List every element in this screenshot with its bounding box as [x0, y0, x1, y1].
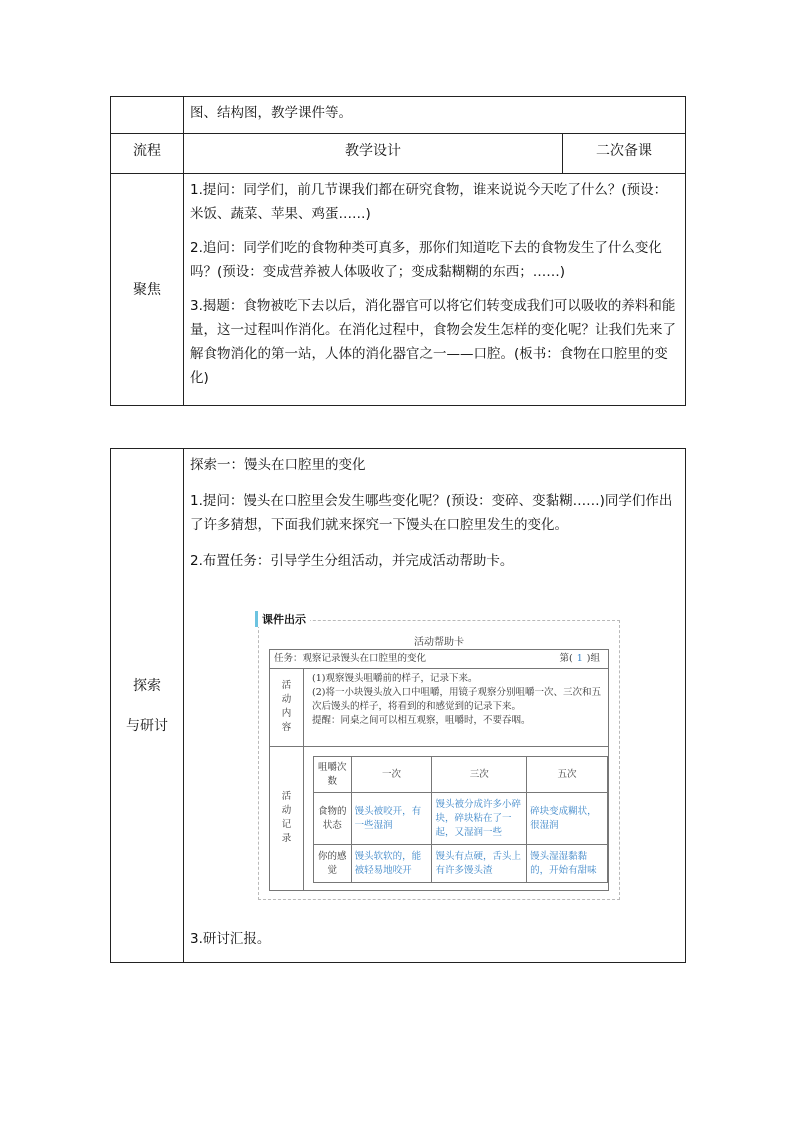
courseware-tag: 课件出示: [255, 611, 310, 627]
card-title: 活动帮助卡: [414, 637, 464, 648]
stage-label-line2: 与研讨: [126, 717, 168, 734]
rec-cell-feel-once: 馒头软软的，能被轻易地咬开: [351, 845, 432, 883]
resources-cell: [184, 97, 686, 134]
focus-para-1: 1.提问：同学们，前几节课我们都在研究食物，谁来说说今天吃了什么？(预设：米饭、蔬菜、苹果、鸡蛋……): [190, 182, 668, 222]
focus-para-2: 2.追问：同学们吃的食物种类可真多，那你们知道吃下去的食物发生了什么变化吗？(预设：变成营养被人体吸收了；变成黏糊糊的东西；……): [190, 240, 662, 280]
rec-row-state-label: 食物的状态: [314, 793, 352, 845]
rec-row-feel-label: 你的感觉: [314, 845, 352, 883]
group-number: [560, 650, 600, 668]
header-second-prep: 二次备课: [563, 134, 686, 174]
content-line-1: (1)观察馒头咀嚼前的样子，记录下来。: [312, 673, 478, 684]
content-label: 活动内容: [270, 668, 304, 746]
stage-label-focus: 聚焦: [111, 174, 184, 406]
rec-header-chews: 咀嚼次数: [314, 757, 352, 793]
content-line-3: 提醒：同桌之间可以相互观察，咀嚼时，不要吞咽。: [312, 715, 531, 726]
rec-cell-feel-five: 馒头湿湿黏黏的，开始有甜味: [527, 845, 608, 883]
rec-header-three: 三次: [432, 757, 527, 793]
rec-header-five: 五次: [527, 757, 608, 793]
rec-cell-state-once: 馒头被咬开，有一些湿润: [351, 793, 432, 845]
rec-cell-state-five: 碎块变成糊状，很湿润: [527, 793, 608, 845]
card-body: [269, 649, 609, 891]
rec-cell-state-three: 馒头被分成许多小碎块，碎块粘在了一起，又湿润一些: [432, 793, 527, 845]
group-num: 1: [576, 653, 583, 664]
content-line-2: (2)将一小块馒头放入口中咀嚼，用镜子观察分别咀嚼一次、三次和五次后馒头的样子，将看到的和感觉到的记录下来。: [312, 687, 601, 712]
record-table: [313, 756, 608, 883]
focus-para-3: 3.揭题：食物被吃下去以后，消化器官可以将它们转变成我们可以吸收的养料和能量，这一过程叫作消化。在消化过程中，食物会发生怎样的变化呢？让我们先来了解食物消化的第一站，人体的消化器官之一——口腔。(板书：食物在口腔里的变化): [190, 298, 676, 386]
group-prefix: 第(: [559, 653, 573, 664]
explore-para-3: 3.研讨汇报。: [190, 931, 271, 947]
activity-record-row: [270, 746, 608, 890]
empty-cell: [111, 97, 184, 134]
group-suffix: )组: [586, 653, 600, 664]
lesson-table-focus: [110, 96, 686, 406]
activity-content-row: [270, 668, 608, 747]
rec-cell-feel-three: 馒头有点硬，舌头上有许多馒头渣: [432, 845, 527, 883]
activity-help-card: [258, 613, 620, 900]
content-text: [312, 672, 602, 728]
header-design: 教学设计: [184, 134, 563, 174]
rec-header-once: 一次: [351, 757, 432, 793]
explore-para-1: 1.提问：馒头在口腔里会发生哪些变化呢？(预设：变碎、变黏糊……)同学们作出了许多猜想，下面我们就来探究一下馒头在口腔里发生的变化。: [190, 493, 673, 533]
task-label: 任务：观察记录馒头在口腔里的变化: [274, 653, 427, 664]
explore-heading: 探索一：馒头在口腔里的变化: [190, 457, 366, 473]
stage-label-explore: [111, 449, 184, 963]
record-label: 活动记录: [270, 746, 304, 890]
header-flow: 流程: [111, 134, 184, 174]
focus-content: [184, 174, 686, 406]
resources-text: 图、结构图，教学课件等。: [190, 105, 352, 121]
explore-para-2: 2.布置任务：引导学生分组活动，并完成活动帮助卡。: [190, 553, 514, 569]
task-row: [270, 650, 608, 669]
stage-label-line1: 探索: [133, 677, 161, 694]
